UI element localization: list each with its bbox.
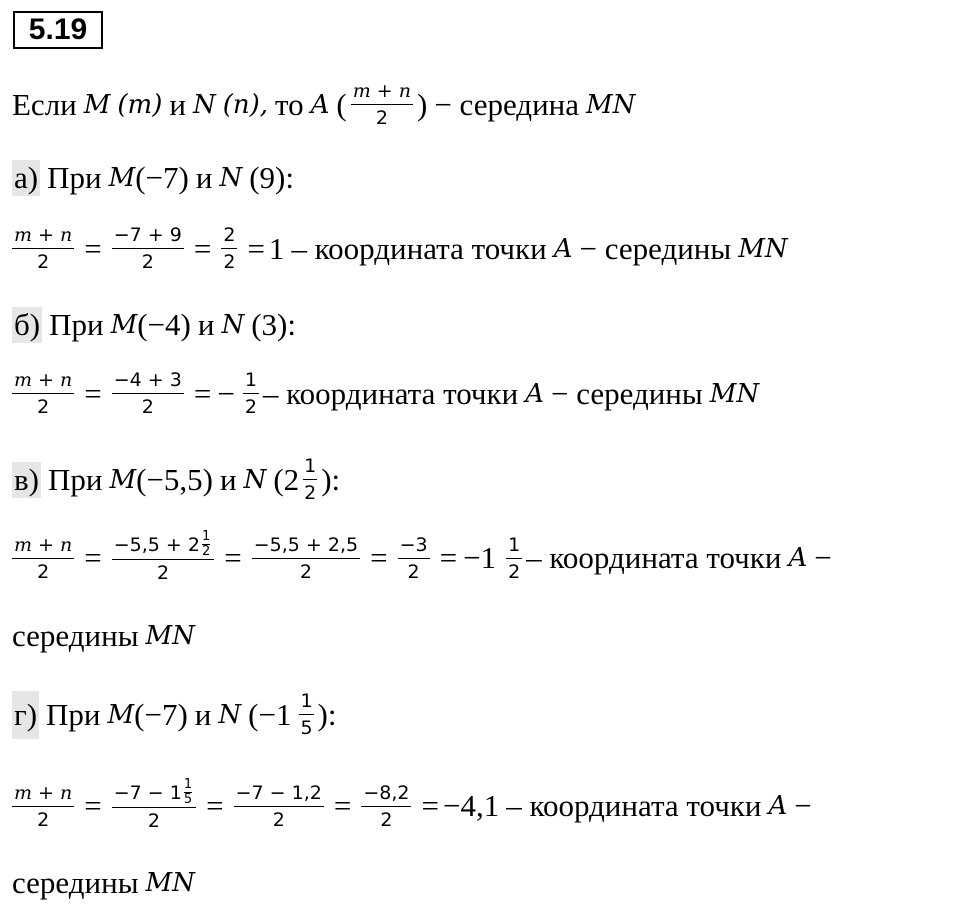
- point-A: A: [525, 378, 544, 409]
- M-value: (−5,5): [136, 461, 213, 497]
- lhs-numerator: m + n: [12, 367, 74, 394]
- lhs-fraction: [12, 532, 74, 585]
- equals-sign: =: [84, 540, 102, 575]
- nested-num: 1: [201, 529, 211, 544]
- pri-word: При: [47, 160, 102, 195]
- coord-text: – координата точки: [506, 788, 762, 823]
- equals-sign: =: [421, 788, 439, 823]
- point-N: N: [192, 89, 216, 120]
- point-M: M: [109, 464, 137, 495]
- part-label: а): [14, 160, 39, 195]
- problem-number: 5.19: [13, 11, 103, 49]
- nested-fraction: [202, 530, 210, 559]
- wrap-dash: −: [794, 788, 812, 823]
- lhs-denominator: 2: [37, 560, 50, 583]
- M-value: (−7): [134, 696, 188, 732]
- step-denominator: 2: [380, 808, 393, 831]
- equals-sign: =: [84, 788, 102, 823]
- equals-sign: =: [193, 230, 212, 266]
- step-denominator: 2: [299, 560, 312, 583]
- step-numerator: −5,5 + 2,5: [252, 532, 360, 559]
- step-denominator: 2: [141, 396, 154, 418]
- point-M: M: [110, 310, 138, 340]
- M-value: (−4): [137, 307, 191, 342]
- step-numerator: −4 + 3: [112, 367, 184, 394]
- result-fraction: [506, 532, 522, 585]
- step-numerator: [112, 778, 196, 808]
- N-frac-den: 2: [304, 482, 317, 504]
- point-A: A: [768, 791, 788, 821]
- step-numerator: 2: [221, 222, 237, 249]
- nested-num: 1: [183, 777, 193, 792]
- n-arg: (n),: [222, 89, 268, 120]
- result-denominator: 2: [244, 396, 257, 418]
- point-A: A: [310, 89, 330, 120]
- nested-fraction: [184, 778, 192, 807]
- result-sign: −: [217, 375, 235, 411]
- formula-denominator: 2: [375, 107, 388, 129]
- N-close: ):: [321, 461, 341, 497]
- N-frac-den: 5: [300, 717, 313, 739]
- N-fraction: [299, 688, 313, 741]
- result-whole: −1: [463, 540, 497, 575]
- rule-line: [12, 78, 635, 131]
- step-denominator: 2: [147, 810, 160, 832]
- part-a-equation: [12, 222, 788, 275]
- part-v-header: [12, 453, 340, 506]
- midpoint-text: − середины: [550, 375, 703, 411]
- N-open: (−1: [248, 696, 292, 732]
- step-fraction: [112, 222, 184, 275]
- coord-text: – координата точки: [526, 540, 782, 575]
- and-word: и: [169, 86, 186, 122]
- result-denominator: 2: [508, 560, 521, 583]
- step-fraction: [112, 530, 215, 586]
- segment-MN: MN: [145, 621, 195, 651]
- part-a-header: [12, 160, 294, 196]
- step-fraction: [221, 222, 237, 275]
- then-word: то: [274, 86, 304, 122]
- step-denominator: 2: [407, 560, 420, 583]
- paren-open: (: [336, 86, 347, 122]
- step-denominator: 2: [156, 562, 170, 584]
- wrap-text: середины: [12, 865, 139, 900]
- point-N: N: [221, 310, 245, 340]
- paren-close: ): [417, 86, 428, 122]
- N-frac-num: 1: [299, 688, 313, 715]
- and-word: и: [195, 160, 213, 195]
- pri-word: При: [46, 696, 101, 732]
- pri-word: При: [47, 461, 103, 497]
- midpoint-text: − середины: [579, 230, 732, 266]
- and-word: и: [219, 461, 237, 497]
- and-word: и: [194, 696, 212, 732]
- equals-sign: =: [224, 540, 242, 575]
- N-value: (3):: [251, 307, 296, 342]
- step-fraction: [234, 780, 324, 833]
- point-M: M: [107, 699, 135, 730]
- lhs-denominator: 2: [37, 251, 50, 273]
- step-fraction: [361, 780, 411, 833]
- equals-sign: =: [333, 788, 352, 823]
- step-numerator: −7 − 1,2: [234, 780, 324, 807]
- step-numerator-text: −5,5 + 2: [113, 533, 200, 556]
- part-label: б): [14, 307, 41, 342]
- step-denominator: 2: [141, 251, 154, 273]
- N-close: ):: [317, 696, 337, 732]
- part-g-header: [12, 688, 336, 741]
- step-fraction: [112, 778, 196, 834]
- N-fraction: [303, 453, 317, 506]
- equals-sign: =: [84, 230, 102, 266]
- lhs-numerator: m + n: [12, 780, 74, 807]
- M-value: (−7): [135, 160, 189, 195]
- wrap-text: середины: [12, 618, 139, 653]
- equals-sign: =: [193, 375, 212, 411]
- step-numerator-text: −7 − 1: [113, 781, 182, 804]
- part-label: в): [14, 461, 39, 497]
- part-v-continuation: [12, 618, 195, 654]
- equals-sign: =: [206, 788, 224, 823]
- lhs-fraction: [12, 780, 74, 833]
- formula-numerator: m + n: [351, 78, 413, 105]
- result-numerator: 1: [506, 532, 522, 559]
- lhs-numerator: m + n: [12, 222, 74, 249]
- step-numerator: [112, 530, 215, 560]
- equals-sign: =: [439, 540, 458, 575]
- result-value: −4,1: [442, 788, 500, 823]
- equals-sign: =: [247, 230, 265, 266]
- step-numerator: −8,2: [361, 780, 411, 807]
- point-N: N: [218, 699, 242, 730]
- lhs-fraction: [12, 222, 74, 275]
- point-A: A: [553, 233, 573, 264]
- rule-prefix: Если: [12, 86, 77, 122]
- point-N: N: [219, 163, 243, 193]
- part-v-equation: [12, 530, 832, 586]
- lhs-denominator: 2: [37, 396, 50, 418]
- step-denominator: 2: [223, 251, 236, 273]
- lhs-denominator: 2: [37, 808, 50, 831]
- N-open: (2: [273, 461, 300, 497]
- step-numerator: −3: [398, 532, 430, 559]
- lhs-numerator: m + n: [12, 532, 74, 559]
- nested-den: 2: [201, 544, 211, 559]
- part-g-equation: [12, 778, 812, 834]
- part-g-continuation: [12, 865, 195, 901]
- rule-suffix: − середина: [434, 86, 580, 122]
- and-word: и: [197, 307, 215, 342]
- nested-den: 5: [183, 792, 193, 807]
- part-label: г): [12, 691, 39, 739]
- part-b-equation: [12, 367, 759, 420]
- step-fraction: [252, 532, 360, 585]
- point-M: M: [108, 163, 136, 193]
- result-fraction: [243, 367, 259, 420]
- step-fraction: [112, 367, 184, 420]
- segment-MN: MN: [709, 378, 760, 409]
- result-value: 1: [268, 230, 285, 266]
- lhs-fraction: [12, 367, 74, 420]
- step-fraction: [398, 532, 430, 585]
- segment-MN: MN: [145, 868, 195, 898]
- point-N: N: [243, 464, 267, 495]
- point-A: A: [788, 543, 808, 573]
- coord-text: – координата точки: [262, 375, 519, 411]
- segment-MN: MN: [586, 89, 636, 120]
- midpoint-formula: [351, 78, 413, 131]
- wrap-dash: −: [814, 540, 832, 575]
- coord-text: – координата точки: [291, 230, 547, 266]
- pri-word: При: [49, 307, 104, 342]
- m-arg: (m): [117, 89, 163, 120]
- result-numerator: 1: [243, 367, 259, 394]
- N-frac-num: 1: [303, 453, 317, 480]
- segment-MN: MN: [738, 233, 788, 264]
- equals-sign: =: [370, 540, 388, 575]
- part-b-header: [12, 307, 296, 343]
- equals-sign: =: [84, 375, 102, 411]
- step-numerator: −7 + 9: [112, 222, 184, 249]
- N-value: (9):: [249, 160, 294, 195]
- point-M: M: [83, 89, 111, 120]
- step-denominator: 2: [272, 808, 285, 831]
